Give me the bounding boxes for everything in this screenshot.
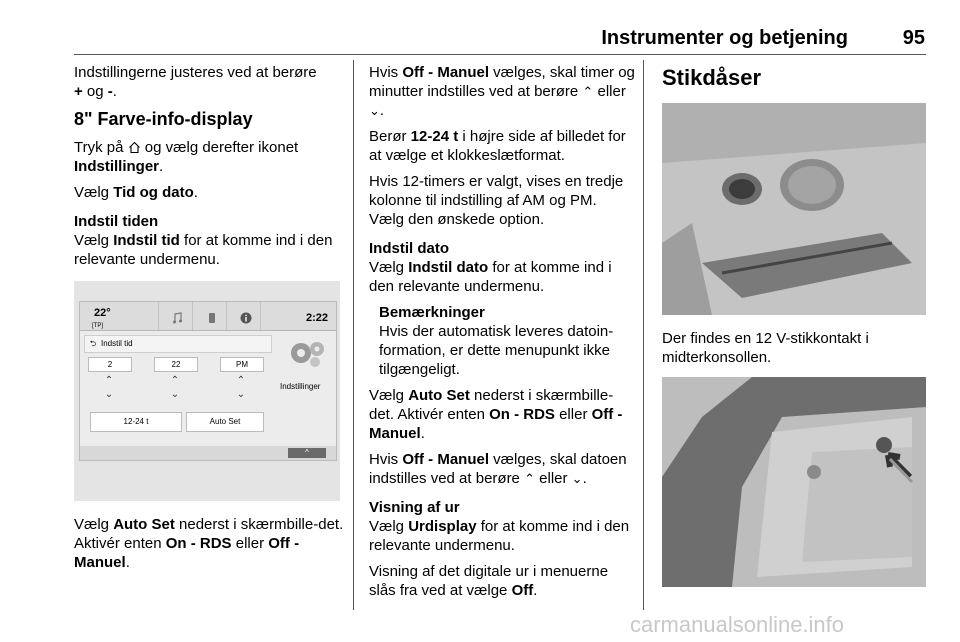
ampm-value: PM [220, 357, 264, 372]
tp-indicator: [TP] [92, 323, 104, 329]
status-separator [158, 302, 159, 330]
console-photo [662, 103, 926, 315]
home-icon [128, 141, 141, 154]
chevron-up-icon: ⌃ [524, 471, 535, 486]
note-box [379, 303, 635, 379]
music-icon [172, 310, 182, 322]
back-arrow-icon: ⮌ [89, 339, 97, 348]
ampm-up-button[interactable]: ⌃ [236, 375, 246, 386]
column-2 [369, 63, 635, 607]
section-heading-sockets: Stikdåser [662, 65, 762, 90]
section-heading-color-info-display: 8" Farve-info-display [74, 109, 253, 129]
phone-icon [207, 310, 217, 322]
paragraph-press-home: Tryk på og vælg derefter ikonet Indstillinger. [74, 139, 299, 175]
hour-up-button[interactable]: ⌃ [104, 375, 114, 386]
paragraph-auto-set: Vælg Auto Set nederst i skærmbille-det. Aktivér enten On - RDS eller Off - Manuel. [74, 516, 344, 571]
ampm-down-button[interactable]: ⌄ [236, 389, 246, 400]
paragraph-manual-time: Hvis Off - Manuel vælges, skal timer og minutter indstilles ved at berøre ⌃ eller ⌄. [369, 64, 635, 119]
12-24-button[interactable]: 12-24 t [90, 412, 182, 432]
watermark: carmanualsonline.info [630, 612, 845, 637]
paragraph-am-pm: Hvis 12-timers er valgt, vises en tredje kolonne til indstilling af AM og PM. Vælg den ønskede option. [369, 173, 624, 228]
paragraph-clock-off: Visning af det digitale ur i menuerne slås fra ved at vælge Off. [369, 563, 609, 599]
column-divider-1 [353, 60, 354, 610]
paragraph-clock-display: Vælg Urdisplay for at komme ind i den relevante undermenu. [369, 518, 630, 554]
subheading-set-date: Indstil dato [369, 240, 449, 257]
subheading-clock-display: Visning af ur [369, 499, 460, 516]
page-number: 95 [902, 27, 925, 49]
info-icon [240, 310, 250, 322]
chapter-title: Instrumenter og betjening [601, 27, 848, 49]
hour-value: 2 [88, 357, 132, 372]
trunk-photo [662, 377, 926, 587]
photo-caption: Der findes en 12 V-stikkontakt i midterkonsollen. [662, 330, 869, 366]
temperature-readout: 22° [94, 307, 111, 319]
infotainment-screenshot [74, 281, 340, 501]
minute-value: 22 [154, 357, 198, 372]
back-row[interactable]: ⮌ Indstil tid [84, 335, 272, 353]
collapse-button[interactable]: ^ [288, 448, 326, 458]
chevron-up-icon: ⌃ [582, 84, 594, 99]
minute-down-button[interactable]: ⌄ [170, 389, 180, 400]
settings-label: Indstillinger [280, 382, 321, 391]
paragraph-set-date: Vælg Indstil dato for at komme ind i den relevante undermenu. [369, 259, 612, 295]
note-text: Hvis der automatisk leveres datoin-formation, er dette menupunkt ikke tilgængeligt. [379, 323, 614, 378]
column-divider-2 [643, 60, 644, 610]
display-screen [79, 301, 337, 461]
paragraph-select-time-date: Vælg Tid og dato. [74, 184, 198, 201]
minute-up-button[interactable]: ⌃ [170, 375, 180, 386]
settings-gear-icon [285, 338, 327, 368]
chevron-down-icon: ⌄ [571, 471, 583, 486]
status-separator [260, 302, 261, 330]
intro-paragraph: Indstillingerne justeres ved at berøre + og -. [74, 64, 317, 100]
subheading-set-time: Indstil tiden [74, 213, 159, 230]
column-3 [662, 63, 926, 587]
column-1 [74, 63, 346, 579]
header-rule [74, 54, 926, 55]
chevron-down-icon: ⌄ [369, 103, 380, 118]
status-separator [192, 302, 193, 330]
paragraph-auto-set-date: Vælg Auto Set nederst i skærmbille-det. Aktivér enten On - RDS eller Off - Manuel. [369, 387, 623, 442]
status-separator [226, 302, 227, 330]
auto-set-button[interactable]: Auto Set [186, 412, 264, 432]
status-bar [80, 302, 336, 331]
hour-down-button[interactable]: ⌄ [104, 389, 114, 400]
clock-readout: 2:22 [305, 312, 328, 324]
note-title: Bemærkninger [379, 304, 485, 321]
paragraph-12-24: Berør 12-24 t i højre side af billedet for at vælge et klokkeslætformat. [369, 128, 626, 164]
paragraph-manual-date: Hvis Off - Manuel vælges, skal datoen indstilles ved at berøre ⌃ eller ⌄. [369, 451, 627, 487]
paragraph-set-time: Vælg Indstil tid for at komme ind i den relevante undermenu. [74, 232, 333, 268]
